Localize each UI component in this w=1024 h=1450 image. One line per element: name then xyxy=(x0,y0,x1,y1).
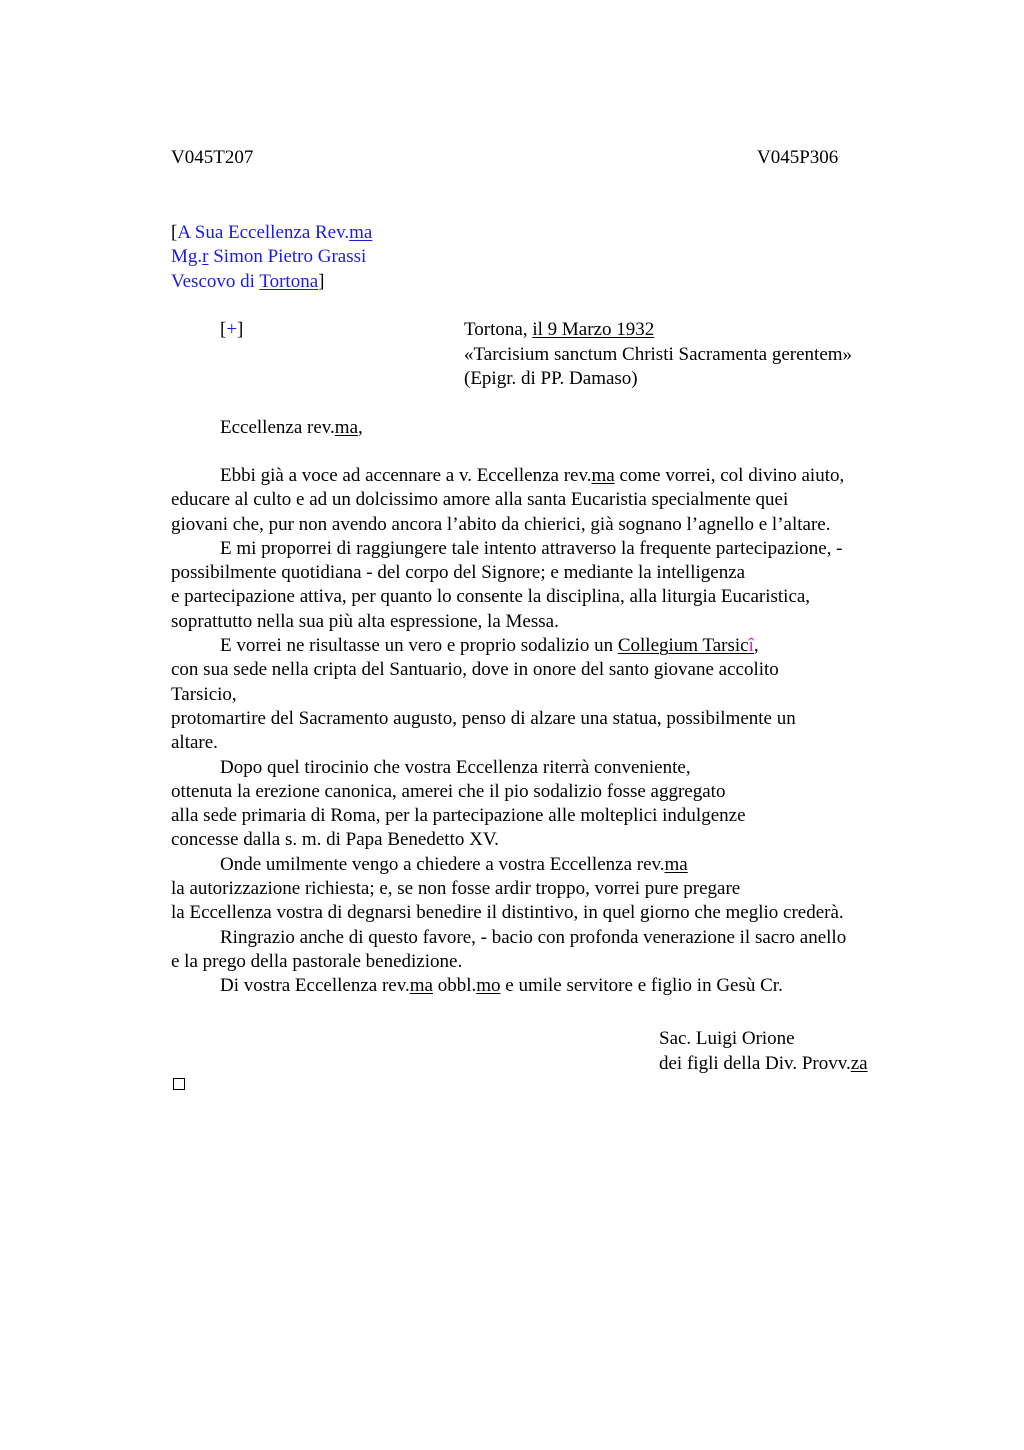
collegium-text: Collegium Tarsic xyxy=(617,635,749,657)
address-city: Tortona xyxy=(259,271,319,292)
body-line: concesse dalla s. m. di Papa Benedetto XV. xyxy=(171,829,499,851)
cross-icon: + xyxy=(226,319,238,340)
body-line: ottenuta la erezione canonica, amerei che il pio sodalizio fosse aggregato xyxy=(171,780,726,802)
salutation-comma: , xyxy=(358,417,363,438)
address-recipient-title: A Sua Eccellenza Rev. xyxy=(177,222,350,243)
address-mgr: Mg. xyxy=(171,246,203,267)
abbrev-mo: mo xyxy=(476,975,501,997)
dateline-place: Tortona, xyxy=(464,319,533,340)
address-bishop: Vescovo di xyxy=(171,271,260,292)
highlighted-char: î xyxy=(748,635,754,657)
body-line: soprattutto nella sua più alta espressione, la Messa. xyxy=(171,610,559,632)
abbrev-r: r xyxy=(202,246,209,267)
body-text: Ebbi già a voce ad accennare a v. Eccellenza rev. xyxy=(220,465,592,486)
signature-title xyxy=(659,1052,868,1076)
epigraph: «Tarcisium sanctum Christi Sacramenta gerentem» xyxy=(464,344,853,365)
body-line: possibilmente quotidiana - del corpo del Signore; e mediante la intelligenza xyxy=(171,562,746,584)
cross-mark xyxy=(220,318,243,342)
abbrev-za: za xyxy=(850,1053,868,1074)
body-line: e partecipazione attiva, per quanto lo consente la disciplina, alla liturgia Eucaristica, xyxy=(171,586,811,608)
body-text: Onde umilmente vengo a chiedere a vostra Eccellenza rev. xyxy=(220,853,665,875)
abbrev-ma: ma xyxy=(334,417,359,438)
body-line xyxy=(171,853,911,877)
body-line: E mi proporrei di raggiungere tale intento attraverso la frequente partecipazione, - xyxy=(220,537,843,559)
signature-name: Sac. Luigi Orione xyxy=(659,1028,795,1049)
dateline-date: il 9 Marzo 1932 xyxy=(532,319,655,340)
cross-bracket-open: [ xyxy=(220,319,227,340)
body-line: protomartire del Sacramento augusto, penso di alzare una statua, possibilmente un xyxy=(171,707,796,729)
body-line: la autorizzazione richiesta; e, se non fosse ardir troppo, vorrei pure pregare xyxy=(171,878,741,900)
letter-body xyxy=(171,464,911,999)
abbrev-ma: ma xyxy=(664,853,688,875)
address-name: Simon Pietro Grassi xyxy=(208,246,367,267)
page-code-right: V045P306 xyxy=(757,147,839,168)
salutation-text: Eccellenza rev. xyxy=(220,417,335,438)
body-line: e la prego della pastorale benedizione. xyxy=(171,950,463,972)
abbrev-ma: ma xyxy=(409,975,433,997)
address-line-1 xyxy=(171,221,372,245)
epigraph-source: (Epigr. di PP. Damaso) xyxy=(464,368,638,389)
end-marker-icon xyxy=(173,1078,185,1090)
body-line: Dopo quel tirocinio che vostra Eccellenza riterrà conveniente, xyxy=(220,756,691,778)
dateline xyxy=(464,318,654,342)
bracket-open: [ xyxy=(171,222,178,243)
cross-bracket-close: ] xyxy=(237,319,244,340)
address-line-2 xyxy=(171,245,366,269)
collegium-name xyxy=(618,635,754,656)
abbrev-ma: ma xyxy=(591,465,615,486)
body-line xyxy=(171,974,911,998)
body-text: e umile servitore e figlio in Gesù Cr. xyxy=(500,975,783,997)
body-line: altare. xyxy=(171,732,218,754)
body-line xyxy=(171,634,911,658)
signature-title-text: dei figli della Div. Provv. xyxy=(659,1053,851,1074)
body-line: Ringrazio anche di questo favore, - bacio con profonda venerazione il sacro anello xyxy=(220,926,847,948)
body-text: come vorrei, col divino aiuto, xyxy=(614,465,845,486)
body-line: giovani che, pur non avendo ancora l’abito da chierici, già sognano l’agnello e l’altare. xyxy=(171,513,831,535)
body-line: con sua sede nella cripta del Santuario, dove in onore del santo giovane accolito xyxy=(171,659,779,681)
address-line-3 xyxy=(171,270,324,294)
body-text: obbl. xyxy=(432,975,477,997)
body-line: educare al culto e ad un dolcissimo amore alla santa Eucaristia specialmente quei xyxy=(171,489,789,511)
body-line xyxy=(171,464,911,488)
body-text: Di vostra Eccellenza rev. xyxy=(220,975,410,997)
salutation xyxy=(220,416,363,440)
body-text: E vorrei ne risultasse un vero e proprio sodalizio un xyxy=(220,635,618,657)
body-text: , xyxy=(753,635,759,657)
body-line: la Eccellenza vostra di degnarsi benedire il distintivo, in quel giorno che meglio crederà. xyxy=(171,902,844,924)
body-line: alla sede primaria di Roma, per la partecipazione alle molteplici indulgenze xyxy=(171,805,746,827)
doc-code-left: V045T207 xyxy=(171,147,254,168)
bracket-close: ] xyxy=(318,271,325,292)
abbrev-ma: ma xyxy=(349,222,373,243)
body-line: Tarsicio, xyxy=(171,683,237,705)
